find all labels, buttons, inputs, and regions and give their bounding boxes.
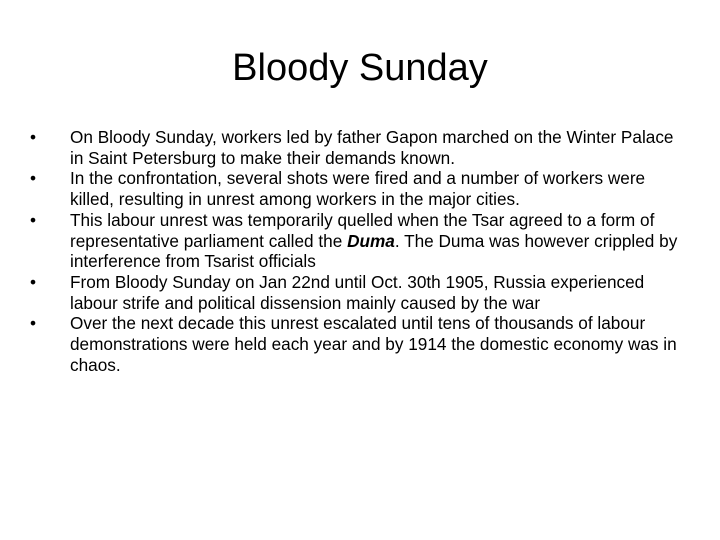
bullet-point-icon: • — [30, 209, 37, 230]
bullet-item — [30, 272, 690, 313]
bullet-text: On Bloody Sunday, workers led by father Gapon marched on the Winter Palace in Saint Petersburg to make their demands known. — [70, 127, 674, 168]
bullet-point-icon: • — [30, 127, 37, 147]
bullet-item — [30, 168, 690, 209]
bullet-point-icon: • — [30, 168, 37, 189]
bullet-text: In the confrontation, several shots were fired and a number of workers were killed, resulting in unrest among workers in the major cities. — [70, 168, 646, 210]
bullet-text: From Bloody Sunday on Jan 22nd until Oct. 30th 1905, Russia experienced labour strife and political dissension mainly caused by the war — [70, 271, 645, 313]
bullet-item — [30, 127, 690, 168]
bullet-point-icon: • — [30, 313, 37, 334]
duma-emphasis: Duma — [347, 230, 395, 251]
bullet-text: Over the next decade this unrest escalated until tens of thousands of labour demonstrations were held each year and by 1914 the domestic economy was in chaos. — [70, 313, 677, 375]
bullet-text-before: This labour unrest was temporarily quelled when the Tsar agreed to a form of representative parliament called the — [70, 209, 655, 251]
slide-title: Bloody Sunday — [232, 47, 488, 89]
bullet-list — [30, 127, 690, 375]
bullet-item — [30, 210, 690, 272]
bullet-item — [30, 313, 690, 375]
bullet-point-icon: • — [30, 271, 37, 292]
bullet-text-after: . The Duma was however crippled by interference from Tsarist officials — [70, 230, 678, 272]
